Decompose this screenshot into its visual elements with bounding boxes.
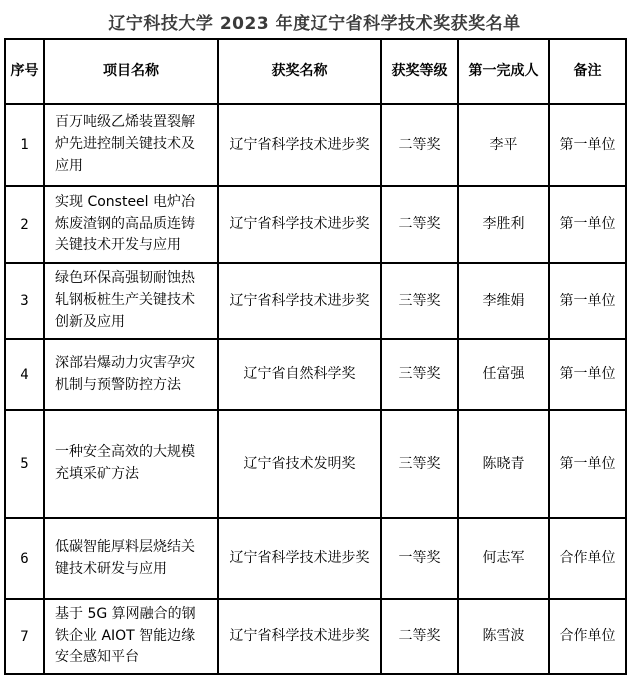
cell-first-person: 李平 (458, 104, 549, 186)
cell-index: 1 (5, 104, 44, 186)
column-header-first-person: 第一完成人 (458, 39, 549, 104)
table-row (5, 518, 626, 599)
cell-project-name: 深部岩爆动力灾害孕灾机制与预警防控方法 (44, 339, 218, 410)
cell-project-name: 低碳智能厚料层烧结关键技术研发与应用 (44, 518, 218, 599)
cell-award-name: 辽宁省自然科学奖 (218, 339, 381, 410)
cell-project-name: 实现 Consteel 电炉冶炼废渣钢的高品质连铸关键技术开发与应用 (44, 186, 218, 263)
cell-remark: 第一单位 (549, 104, 626, 186)
cell-award-grade: 三等奖 (381, 263, 458, 339)
table-row (5, 263, 626, 339)
table-row (5, 186, 626, 263)
column-header-grade: 获奖等级 (381, 39, 458, 104)
cell-award-name: 辽宁省科学技术进步奖 (218, 104, 381, 186)
table-row (5, 410, 626, 518)
cell-award-name: 辽宁省技术发明奖 (218, 410, 381, 518)
cell-remark: 第一单位 (549, 339, 626, 410)
column-header-award: 获奖名称 (218, 39, 381, 104)
cell-index: 5 (5, 410, 44, 518)
cell-award-grade: 三等奖 (381, 410, 458, 518)
cell-first-person: 李胜利 (458, 186, 549, 263)
cell-index: 6 (5, 518, 44, 599)
cell-remark: 合作单位 (549, 518, 626, 599)
cell-award-name: 辽宁省科学技术进步奖 (218, 263, 381, 339)
table-row (5, 339, 626, 410)
page-title: 辽宁科技大学 2023 年度辽宁省科学技术奖获奖名单 (108, 14, 521, 34)
cell-index: 4 (5, 339, 44, 410)
cell-remark: 合作单位 (549, 599, 626, 674)
cell-remark: 第一单位 (549, 410, 626, 518)
cell-award-name: 辽宁省科学技术进步奖 (218, 518, 381, 599)
table-row (5, 104, 626, 186)
cell-project-name: 一种安全高效的大规模充填采矿方法 (44, 410, 218, 518)
column-header-index: 序号 (5, 39, 44, 104)
cell-award-grade: 一等奖 (381, 518, 458, 599)
cell-first-person: 陈晓青 (458, 410, 549, 518)
cell-first-person: 陈雪波 (458, 599, 549, 674)
cell-first-person: 任富强 (458, 339, 549, 410)
cell-index: 3 (5, 263, 44, 339)
cell-index: 2 (5, 186, 44, 263)
column-header-remark: 备注 (549, 39, 626, 104)
cell-award-grade: 二等奖 (381, 599, 458, 674)
cell-award-grade: 三等奖 (381, 339, 458, 410)
table-row (5, 599, 626, 674)
cell-award-name: 辽宁省科学技术进步奖 (218, 599, 381, 674)
award-table (4, 38, 627, 675)
cell-first-person: 何志军 (458, 518, 549, 599)
cell-index: 7 (5, 599, 44, 674)
cell-project-name: 基于 5G 算网融合的钢铁企业 AIOT 智能边缘安全感知平台 (44, 599, 218, 674)
column-header-project: 项目名称 (44, 39, 218, 104)
cell-remark: 第一单位 (549, 186, 626, 263)
cell-award-grade: 二等奖 (381, 186, 458, 263)
cell-remark: 第一单位 (549, 263, 626, 339)
cell-award-name: 辽宁省科学技术进步奖 (218, 186, 381, 263)
cell-project-name: 百万吨级乙烯装置裂解炉先进控制关键技术及应用 (44, 104, 218, 186)
table-header-row (5, 39, 626, 104)
cell-project-name: 绿色环保高强韧耐蚀热轧钢板桩生产关键技术创新及应用 (44, 263, 218, 339)
cell-award-grade: 二等奖 (381, 104, 458, 186)
cell-first-person: 李维娟 (458, 263, 549, 339)
